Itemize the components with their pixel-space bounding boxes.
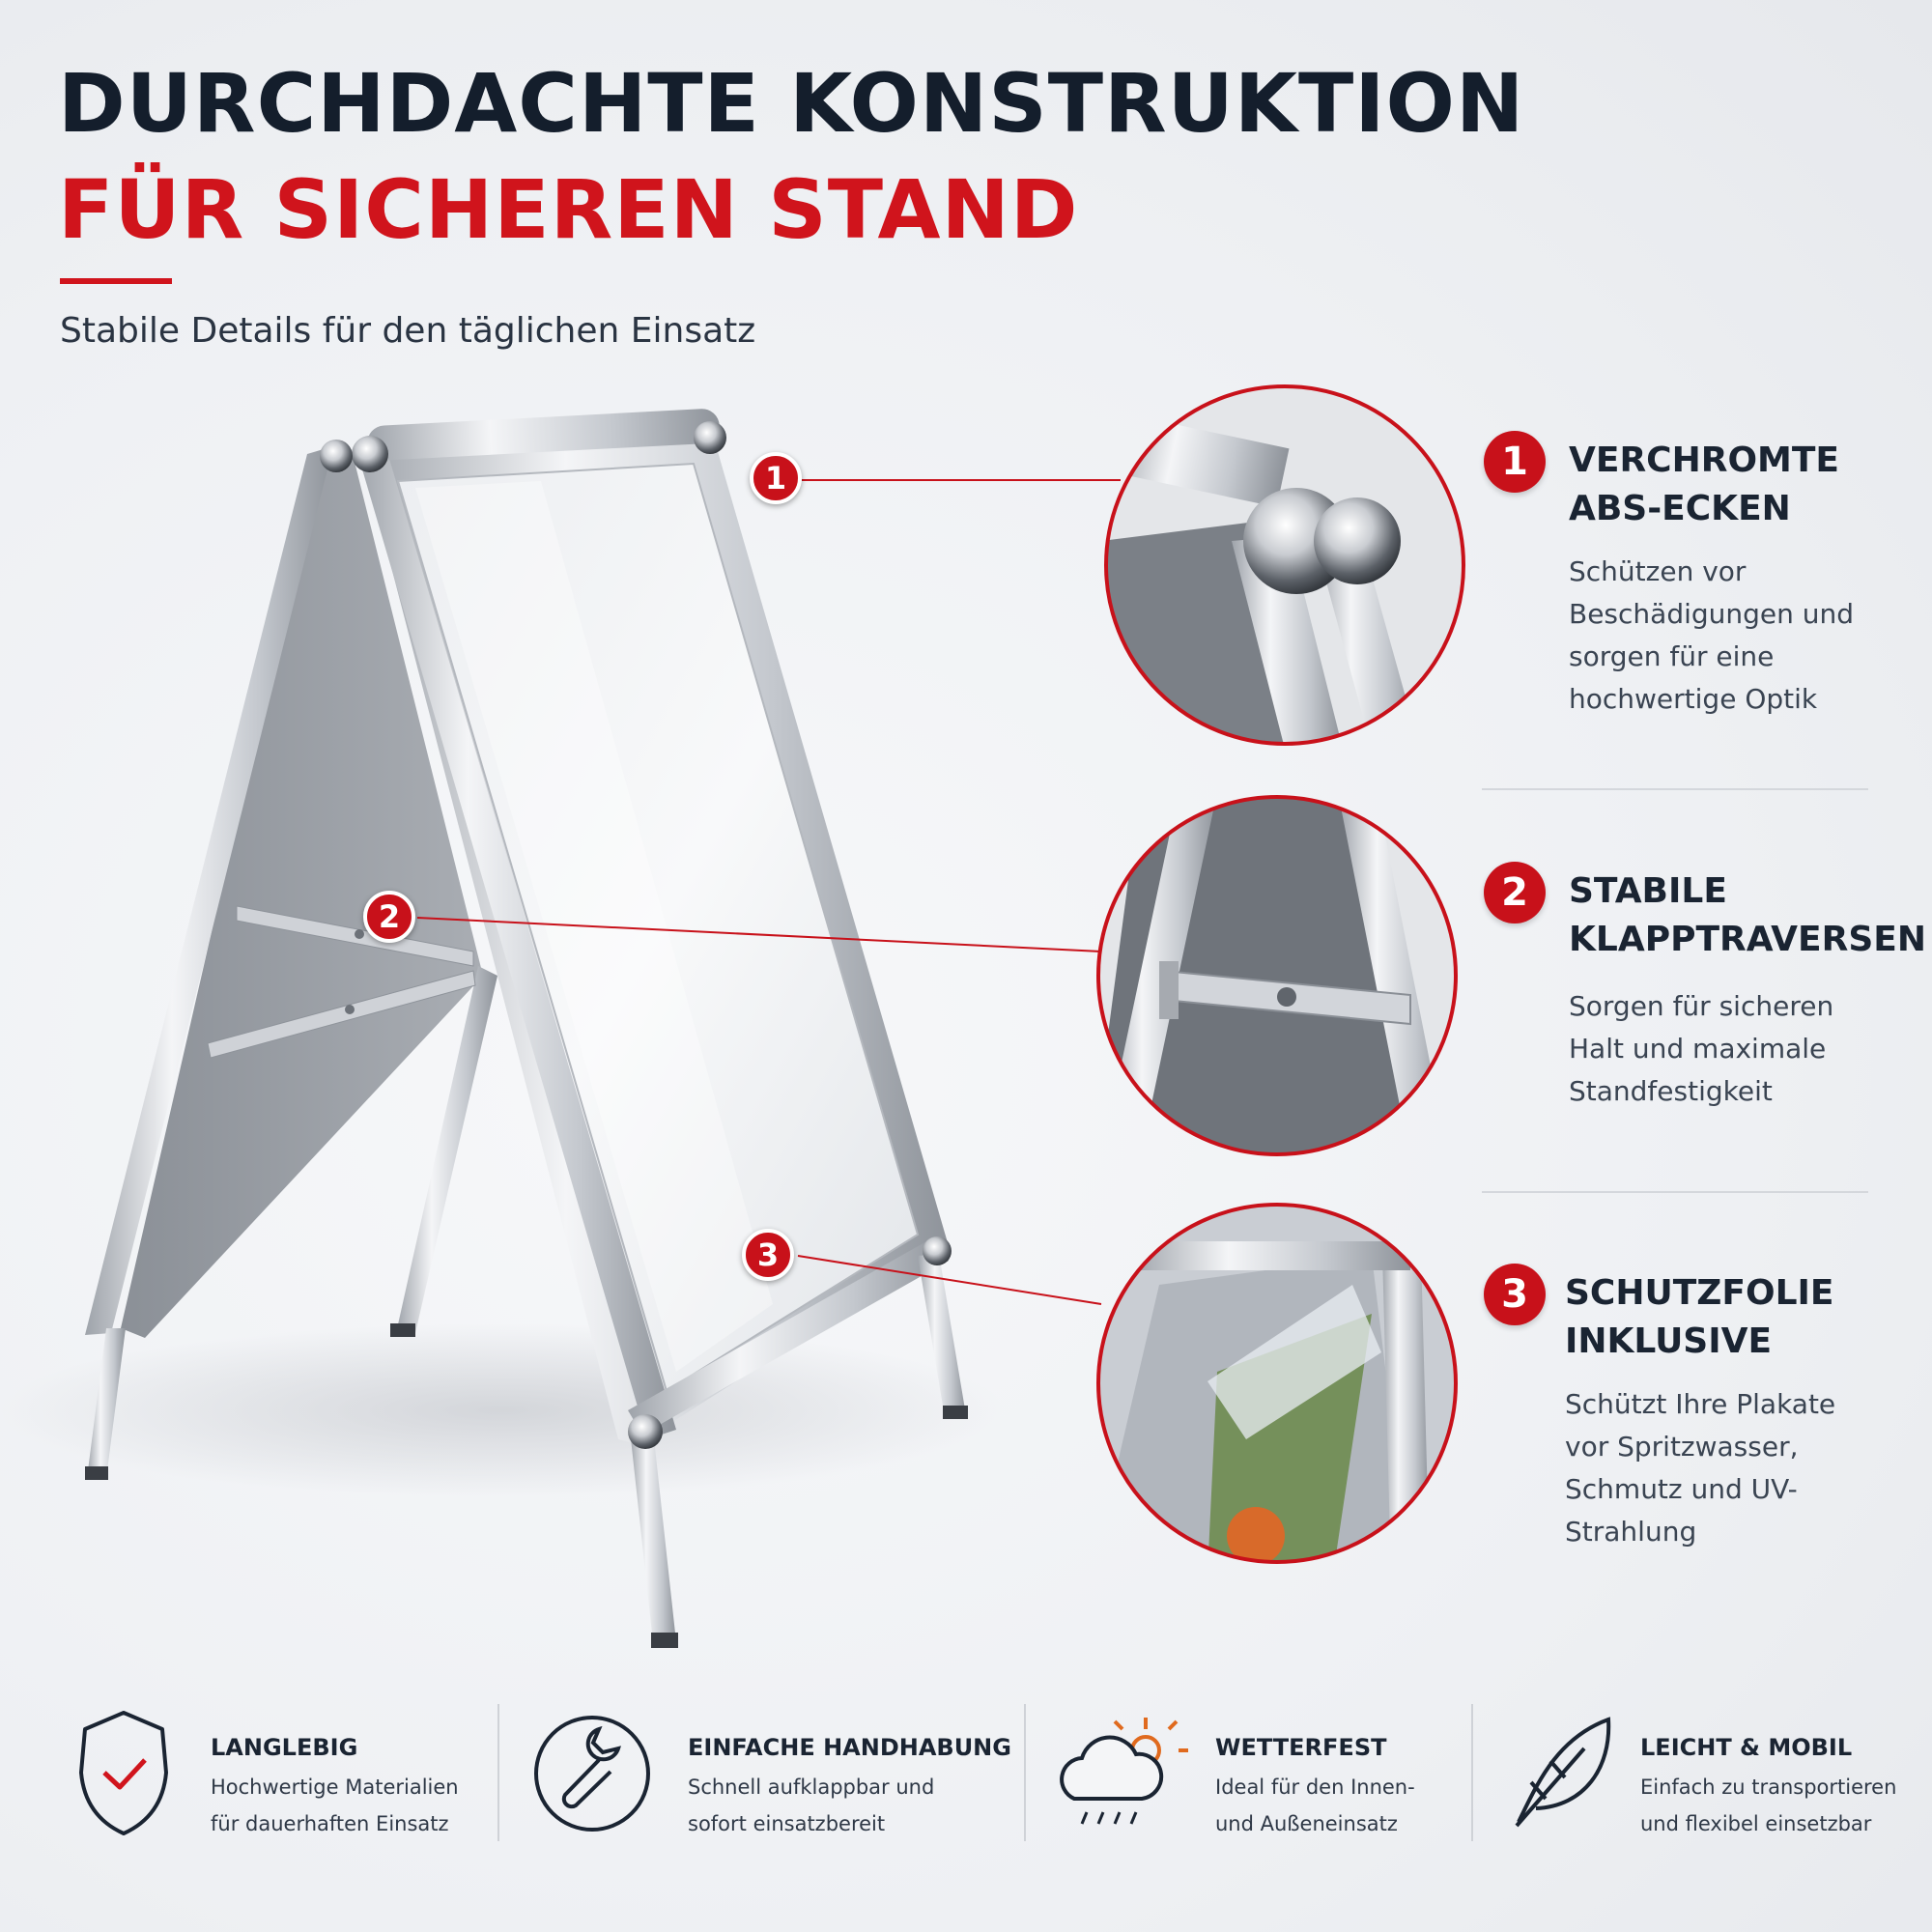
benefit-2-description: Schnell aufklappbar und sofort einsatzbereit <box>688 1776 935 1835</box>
feature-separator <box>1482 788 1868 790</box>
weather-icon <box>1062 1718 1188 1824</box>
benefit-divider <box>1471 1704 1473 1841</box>
feature-1-title: VERCHROMTE ABS-ECKEN <box>1569 440 1840 528</box>
benefit-divider <box>497 1704 499 1841</box>
feature-3-title: SCHUTZFOLIE INKLUSIVE <box>1565 1273 1834 1361</box>
feature-1-description: Schützen vor Beschädigungen und sorgen für eine hochwertige Optik <box>1569 555 1855 715</box>
feature-separator <box>1482 1191 1868 1193</box>
detail-circle-film <box>1092 1203 1459 1575</box>
marker-film: 3 <box>742 1229 794 1281</box>
shield-check-icon <box>81 1713 166 1833</box>
benefit-3-title: WETTERFEST <box>1215 1734 1387 1761</box>
feature-3-description: Schützt Ihre Plakate vor Spritzwasser, Schmutz und UV- Strahlung <box>1565 1388 1836 1548</box>
benefit-1-description: Hochwertige Materialien für dauerhaften Einsatz <box>211 1776 459 1835</box>
page-subtitle: Stabile Details für den täglichen Einsatz <box>60 311 756 351</box>
detail-circle-crossbar <box>1092 792 1459 1159</box>
feature-3-badge: 3 <box>1484 1264 1546 1325</box>
benefit-4-title: LEICHT & MOBIL <box>1640 1734 1853 1761</box>
detail-circle-corner <box>1101 382 1468 749</box>
feature-2-description: Sorgen für sicheren Halt und maximale Standfestigkeit <box>1569 990 1834 1107</box>
benefit-1-title: LANGLEBIG <box>211 1734 358 1761</box>
page-title-line-1: DURCHDACHTE KONSTRUKTION <box>58 56 1525 151</box>
benefit-4-description: Einfach zu transportieren und flexibel einsetzbar <box>1640 1776 1897 1835</box>
feature-1-badge: 1 <box>1484 431 1546 493</box>
marker-corner: 1 <box>750 452 802 504</box>
feather-icon <box>1517 1719 1608 1826</box>
benefit-3-description: Ideal für den Innen- und Außeneinsatz <box>1215 1776 1415 1835</box>
page-title-line-2: FÜR SICHEREN STAND <box>58 162 1079 257</box>
marker-crossbar: 2 <box>363 891 415 943</box>
feature-2-title: STABILE KLAPPTRAVERSEN <box>1569 871 1926 959</box>
wrench-icon <box>536 1718 648 1830</box>
benefit-2-title: EINFACHE HANDHABUNG <box>688 1734 1011 1761</box>
feature-2-badge: 2 <box>1484 862 1546 923</box>
benefit-divider <box>1024 1704 1026 1841</box>
